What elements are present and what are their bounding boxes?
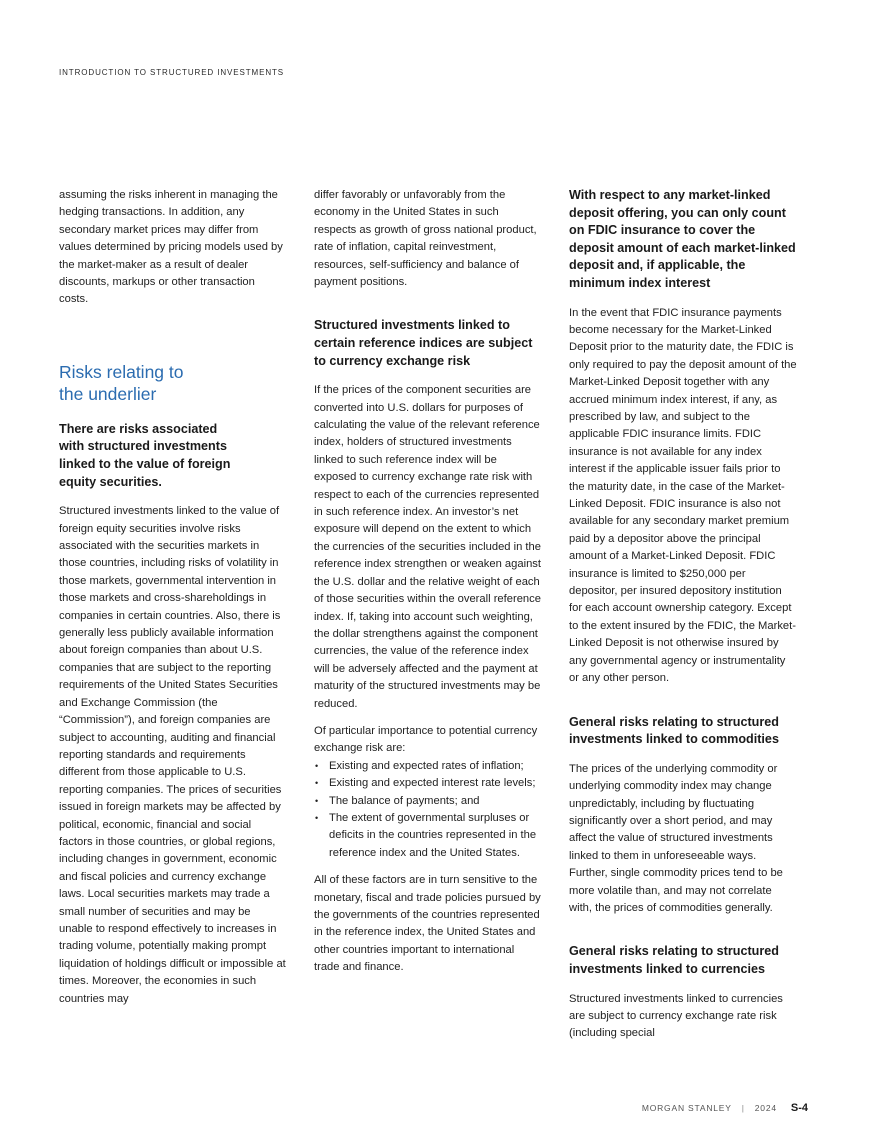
currencies-subhead: General risks relating to structured investments linked to currencies (569, 944, 779, 976)
currency-risk-intro-list: Of particular importance to potential currency exchange risk are: (314, 724, 538, 755)
column-left-intro: assuming the risks inherent in managing the hedging transactions. In addition, any secondary market prices may differ from values determined by pricing models used by the market-maker as a result of dealer discounts, markups or other transaction costs. (59, 189, 283, 306)
list-item: • The balance of payments; and (314, 793, 542, 810)
risk-factor-list (314, 758, 542, 862)
fdic-body: In the event that FDIC insurance payments become necessary for the Market-Linked Deposit prior to the maturity date, the FDIC is only required to pay the deposit amount of the Market-Linked Deposit together with any accrued minimum index interest, if any, as prescribed by law, and subject to the applicable FDIC insurance limits. FDIC insurance is not available for any index interest if the applicable issuer fails prior to the maturity date, in the case of the Market-Linked Deposit. FDIC insurance is also not available for any secondary market premium paid by a depositor above the principal amount of a Market-Linked Deposit. FDIC insurance is limited to $250,000 per depositor, per insured depository institution for each account ownership category. Except to the extent insured by the FDIC, the Market-Linked Deposit is not otherwise insured by any governmental agency or instrumentality or any other person. (569, 306, 797, 685)
column-middle-intro: differ favorably or unfavorably from the economy in the United States in such respects as growth of gross national product, rate of inflation, capital reinvestment, resources, self-sufficiency and balance of payment positions. (314, 189, 537, 289)
commodities-body: The prices of the underlying commodity or underlying commodity index may change unpredictably, including by fluctuating significantly over a short period, and may affect the value of structured investments linked to them in unforeseeable ways. Further, single commodity prices tend to be more volatile than, and may not correlate with, the prices of commodities generally. (569, 762, 783, 914)
column-left (59, 187, 287, 1018)
currency-risk-body: If the prices of the component securities are converted into U.S. dollars for purposes of calculating the value of the relevant reference index, holders of structured investments linked to such reference index will be exposed to currency exchange rate risk with respect to each of the currencies represented in such reference index. An investor’s net exposure will depend on the extent to which the currencies of the securities included in the reference index strengthen or weaken against the U.S. dollar and the relative weight of each of those securities within the overall reference index. If, taking into account such weighting, the dollar strengthens against the component currencies, the value of the reference index will be adversely affected and the payment at maturity of the structured investments may be reduced. (314, 384, 542, 710)
section-title-line2: the underlier (59, 383, 157, 404)
foreign-equity-body: Structured investments linked to the value of foreign equity securities involve risks associated with the securities markets in those countries, including risks of volatility in those markets, governmental intervention in those markets and cross-shareholdings in companies in certain countries. Also, there is generally less publicly available information about foreign companies than about U.S. companies that are subject to the reporting requirements of the United States Securities and Exchange Commission (the “Commission”), and foreign companies are subject to accounting, auditing and financial reporting standards and requirements different from those applicable to U.S. reporting companies. The prices of securities issued in foreign markets may be affected by political, economic, financial and social factors in those countries, or global regions, including changes in government, economic and fiscal policies and currency exchange laws. Local securities markets may trade a small number of securities and may be unable to respond effectively to increases in trading volume, potentially making prompt liquidation of holdings difficult or impossible at times. Moreover, the economies in such countries may (59, 505, 286, 1005)
fdic-subhead: With respect to any market-linked deposit offering, you can only count on FDIC insurance to cover the deposit amount of each market-linked deposit and, if applicable, the minimum index interest (569, 188, 796, 290)
footer-brand: MORGAN STANLEY (641, 1103, 732, 1113)
page-footer (642, 1102, 808, 1114)
list-item: • Existing and expected interest rate levels; (314, 775, 542, 792)
list-item: • The extent of governmental surpluses or deficits in the countries represented in the reference index and the United States. (314, 810, 542, 862)
currencies-body: Structured investments linked to currencies are subject to currency exchange rate risk (including special (569, 992, 783, 1040)
footer-separator: | (741, 1103, 745, 1113)
commodities-subhead: General risks relating to structured investments linked to commodities (569, 714, 779, 747)
footer-year: 2024 (754, 1103, 777, 1113)
section-title-line1: Risks relating to (59, 361, 184, 382)
currency-risk-subhead: Structured investments linked to certain reference indices are subject to currency exchange risk (314, 318, 533, 368)
page-number: S-4 (790, 1102, 808, 1114)
currency-risk-conclusion: All of these factors are in turn sensitive to the monetary, fiscal and trade policies pursued by the governments of the countries represented in the reference index, the United States and other countries important to international trade and finance. (314, 874, 541, 974)
foreign-equity-subhead: There are risks associated with structured investments linked to the value of foreign equity securities. (59, 421, 231, 489)
running-head: INTRODUCTION TO STRUCTURED INVESTMENTS (59, 68, 285, 77)
list-item: • Existing and expected rates of inflation; (314, 758, 542, 775)
column-right (569, 187, 797, 1053)
section-title (59, 361, 287, 405)
column-middle (314, 187, 542, 987)
